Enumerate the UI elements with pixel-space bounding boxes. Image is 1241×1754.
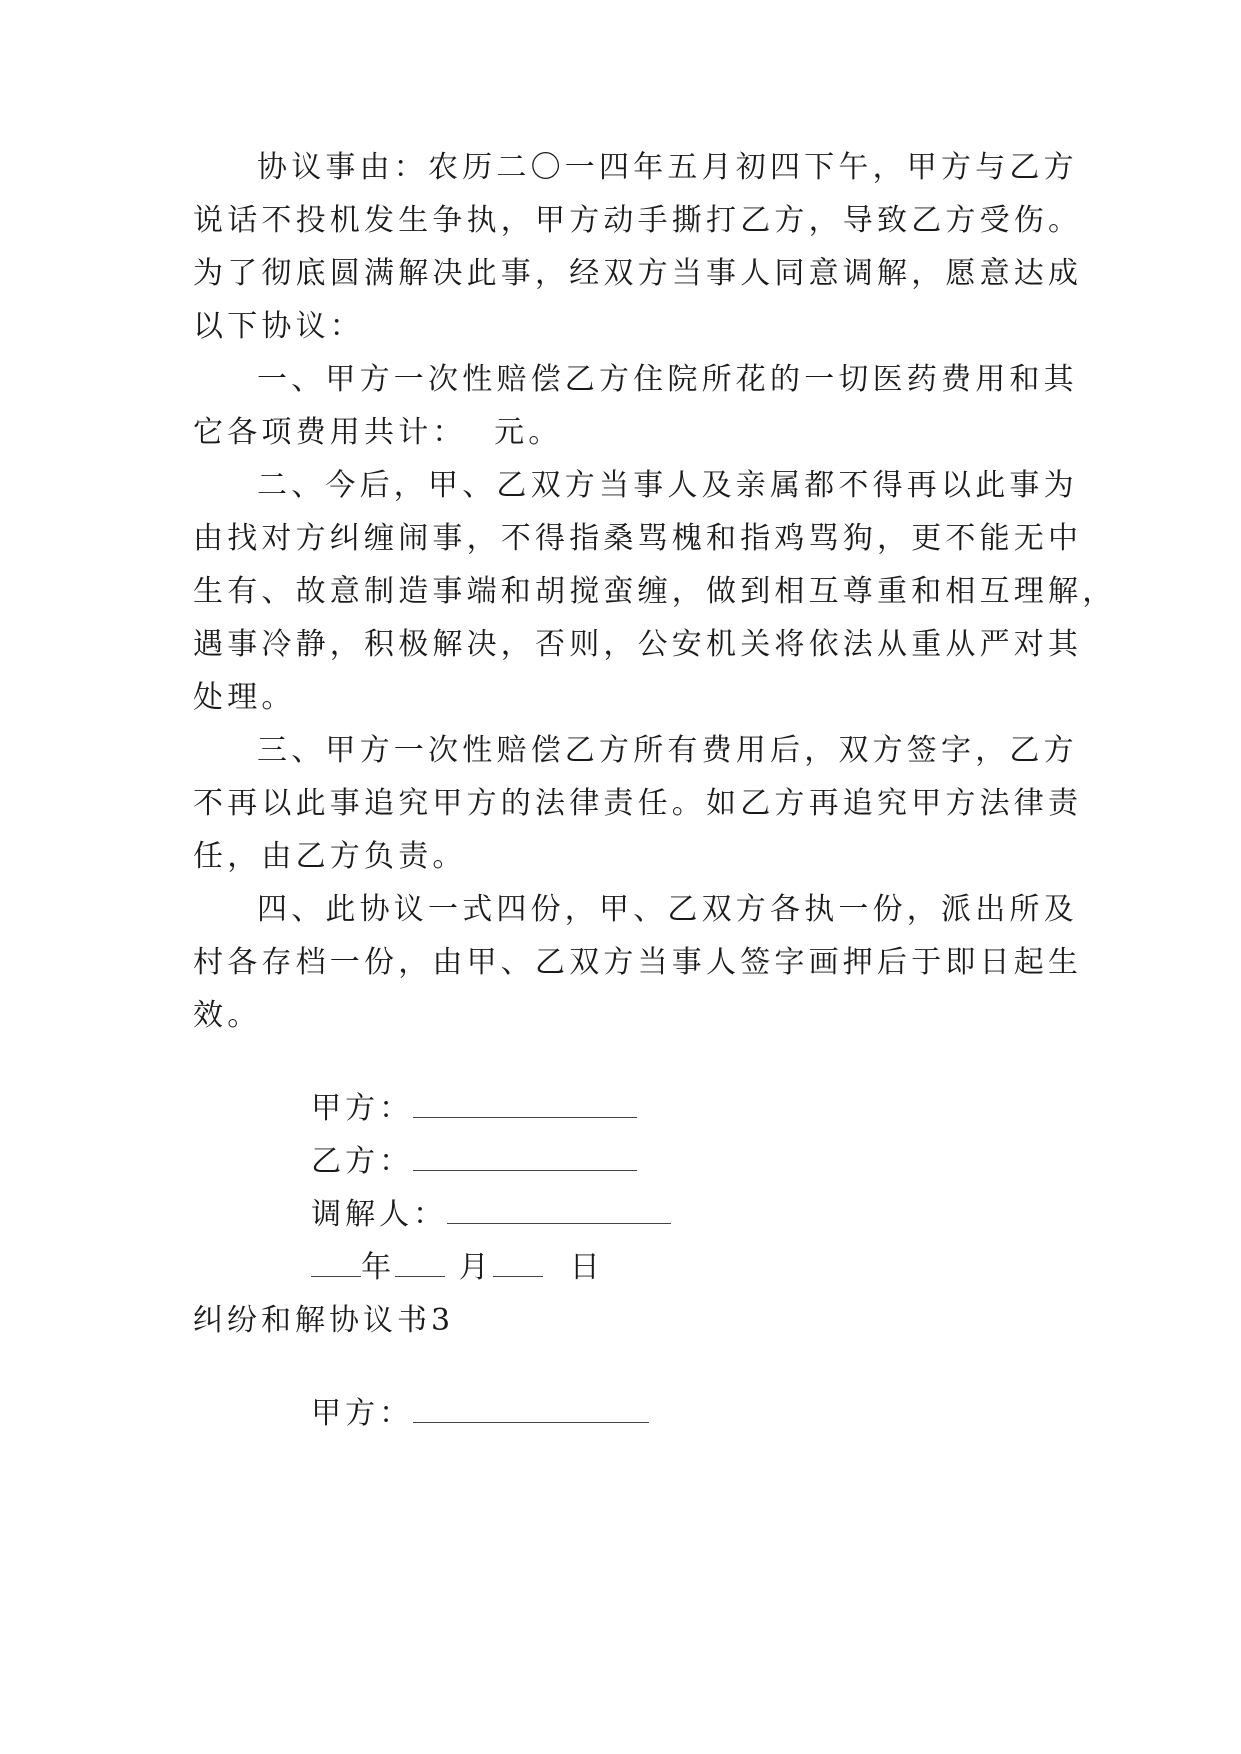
section3-party-a-line	[257, 1354, 649, 1474]
month-blank[interactable]	[395, 1250, 445, 1277]
paragraph-line: 任，由乙方负责。	[193, 839, 467, 874]
paragraph-line: 说话不投机发生争执，甲方动手撕打乙方，导致乙方受伤。	[193, 203, 1083, 238]
paragraph-line: 处理。	[193, 680, 296, 715]
day-blank[interactable]	[493, 1250, 543, 1277]
year-label: 年	[361, 1250, 396, 1285]
paragraph-line: 遇事冷静，积极解决，否则，公安机关将依法从重从严对其	[193, 627, 1083, 662]
paragraph-line: 不再以此事追究甲方的法律责任。如乙方再追究甲方法律责	[193, 786, 1083, 821]
paragraph-line: 村各存档一份，由甲、乙双方当事人签字画押后于即日起生	[193, 945, 1083, 980]
section3-party-a-label: 甲方：	[311, 1396, 414, 1431]
paragraph-line: 协议事由：农历二〇一四年五月初四下午，甲方与乙方	[257, 150, 1078, 185]
day-label: 日	[569, 1250, 604, 1285]
paragraph-line: 效。	[193, 998, 262, 1033]
paragraph-line: 以下协议：	[193, 309, 364, 344]
paragraph-line: 一、甲方一次性赔偿乙方住院所花的一切医药费用和其	[257, 362, 1078, 397]
paragraph-line: 二、今后，甲、乙双方当事人及亲属都不得再以此事为	[257, 468, 1078, 503]
paragraph-line: 它各项费用共计： 元。	[193, 415, 563, 450]
month-label: 月	[458, 1250, 493, 1285]
year-blank[interactable]	[311, 1250, 361, 1277]
section-title: 纠纷和解协议书3	[193, 1303, 455, 1338]
party-a-label: 甲方：	[311, 1091, 414, 1126]
paragraph-line: 四、此协议一式四份，甲、乙双方各执一份，派出所及	[257, 892, 1078, 927]
paragraph-line: 三、甲方一次性赔偿乙方所有费用后，双方签字，乙方	[257, 733, 1078, 768]
section3-party-a-blank[interactable]	[413, 1396, 649, 1423]
paragraph-line: 生有、故意制造事端和胡搅蛮缠，做到相互尊重和相互理解，	[193, 574, 1117, 609]
paragraph-line: 由找对方纠缠闹事，不得指桑骂槐和指鸡骂狗，更不能无中	[193, 521, 1083, 556]
party-b-label: 乙方：	[311, 1144, 414, 1179]
mediator-label: 调解人：	[311, 1197, 448, 1232]
paragraph-line: 为了彻底圆满解决此事，经双方当事人同意调解，愿意达成	[193, 256, 1083, 291]
